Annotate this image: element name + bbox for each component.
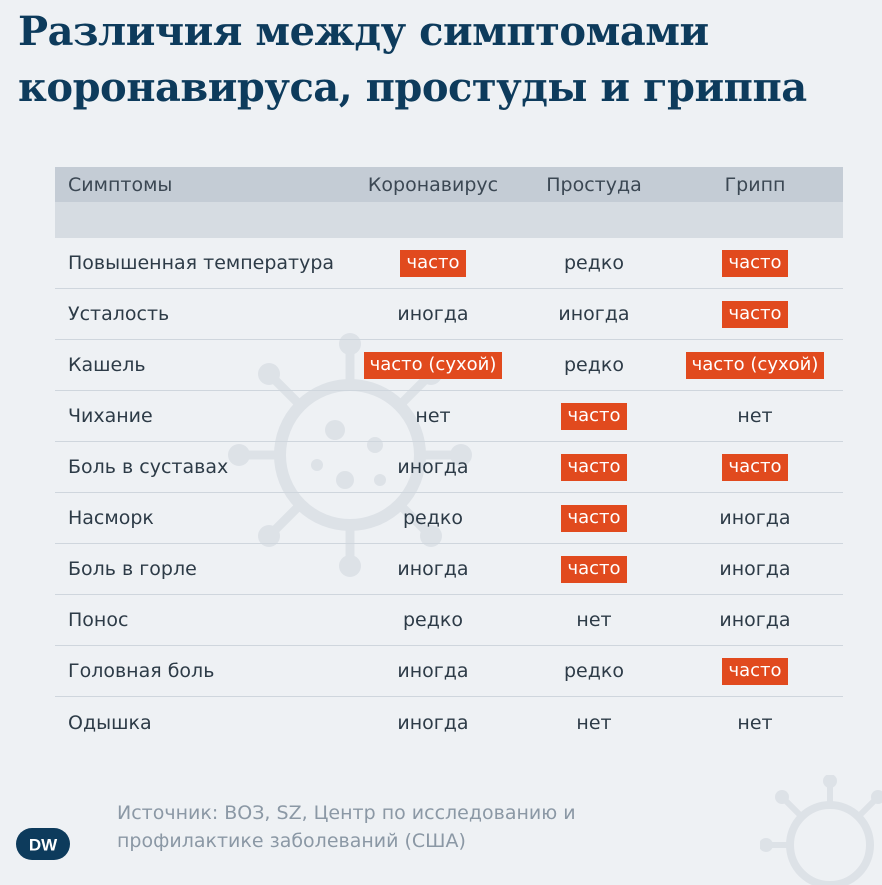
cell-cold: [521, 303, 667, 325]
frequency-text: иногда: [397, 660, 469, 682]
symptom-label: Повышенная температура: [68, 252, 335, 274]
header-coronavirus: Коронавирус: [367, 173, 499, 196]
cell-flu: [667, 301, 843, 328]
header-symptoms: Симптомы: [68, 173, 173, 196]
frequency-text: иногда: [397, 558, 469, 580]
table-header: [55, 167, 843, 202]
dw-logo-text: DW: [28, 835, 58, 855]
frequency-text: редко: [564, 354, 624, 376]
cell-flu: [667, 352, 843, 379]
symptom-label: Насморк: [68, 507, 154, 529]
frequency-text: нет: [576, 609, 612, 631]
dw-logo-icon: [15, 827, 71, 861]
cell-coronavirus: [345, 558, 521, 580]
cell-coronavirus: [345, 352, 521, 379]
frequency-text: иногда: [719, 558, 791, 580]
cell-cold: [521, 252, 667, 274]
symptom-label: Понос: [68, 609, 129, 631]
frequency-text: редко: [564, 660, 624, 682]
frequency-badge: часто: [722, 301, 787, 328]
table-subheader-band: [55, 202, 843, 238]
cell-cold: [521, 609, 667, 631]
frequency-text: редко: [564, 252, 624, 274]
frequency-badge: часто: [561, 454, 626, 481]
cell-flu: [667, 405, 843, 427]
frequency-badge: часто: [722, 454, 787, 481]
source-note: [117, 799, 737, 855]
symptom-label: Боль в горле: [68, 558, 197, 580]
virus-watermark-small-icon: [760, 775, 882, 885]
frequency-text: иногда: [397, 711, 469, 734]
frequency-text: иногда: [719, 507, 791, 529]
cell-flu: [667, 658, 843, 685]
table-row: [55, 391, 843, 442]
table-row: [55, 340, 843, 391]
cell-flu: [667, 250, 843, 277]
cell-cold: [521, 403, 667, 430]
frequency-text: нет: [415, 405, 451, 427]
frequency-badge: часто: [400, 250, 465, 277]
header-flu: Грипп: [724, 173, 786, 196]
cell-coronavirus: [345, 660, 521, 682]
table-row: [55, 238, 843, 289]
cell-cold: [521, 354, 667, 376]
frequency-badge: часто: [722, 658, 787, 685]
table-row: [55, 442, 843, 493]
table-row: [55, 646, 843, 697]
cell-coronavirus: [345, 250, 521, 277]
cell-flu: [667, 609, 843, 631]
symptom-label: Одышка: [68, 711, 152, 734]
table-row: [55, 493, 843, 544]
symptom-label: Чихание: [68, 405, 153, 427]
frequency-badge: часто (сухой): [686, 352, 825, 379]
symptoms-table: [55, 167, 843, 748]
frequency-badge: часто: [561, 556, 626, 583]
cell-cold: [521, 454, 667, 481]
cell-cold: [521, 712, 667, 734]
table-body: [55, 238, 843, 748]
cell-cold: [521, 556, 667, 583]
table-row: [55, 595, 843, 646]
cell-flu: [667, 558, 843, 580]
cell-coronavirus: [345, 712, 521, 734]
table-row: [55, 697, 843, 748]
frequency-badge: часто: [561, 505, 626, 532]
frequency-badge: часто (сухой): [364, 352, 503, 379]
frequency-text: иногда: [397, 456, 469, 478]
symptom-label: Кашель: [68, 354, 146, 376]
cell-flu: [667, 454, 843, 481]
header-cold: Простуда: [546, 173, 642, 196]
frequency-badge: часто: [722, 250, 787, 277]
frequency-badge: часто: [561, 403, 626, 430]
frequency-text: иногда: [558, 303, 630, 325]
cell-coronavirus: [345, 456, 521, 478]
cell-flu: [667, 507, 843, 529]
cell-coronavirus: [345, 507, 521, 529]
table-row: [55, 544, 843, 595]
cell-flu: [667, 712, 843, 734]
frequency-text: нет: [737, 405, 773, 427]
symptom-label: Усталость: [68, 303, 170, 325]
frequency-text: нет: [576, 711, 612, 734]
source-line-1: Источник: ВОЗ, SZ, Центр по исследованию и: [117, 802, 576, 824]
title-line-2: коронавируса, простуды и гриппа: [18, 64, 807, 111]
title-line-1: Различия между симптомами: [18, 8, 709, 55]
source-line-2: профилактике заболеваний (США): [117, 830, 466, 852]
frequency-text: иногда: [397, 303, 469, 325]
frequency-text: иногда: [719, 609, 791, 631]
cell-coronavirus: [345, 405, 521, 427]
frequency-text: редко: [403, 609, 463, 631]
symptom-label: Боль в суставах: [68, 456, 229, 478]
frequency-text: редко: [403, 507, 463, 529]
page-title: [18, 4, 868, 116]
cell-cold: [521, 660, 667, 682]
cell-cold: [521, 505, 667, 532]
table-row: [55, 289, 843, 340]
symptom-label: Головная боль: [68, 660, 215, 682]
cell-coronavirus: [345, 609, 521, 631]
frequency-text: нет: [737, 711, 773, 734]
cell-coronavirus: [345, 303, 521, 325]
